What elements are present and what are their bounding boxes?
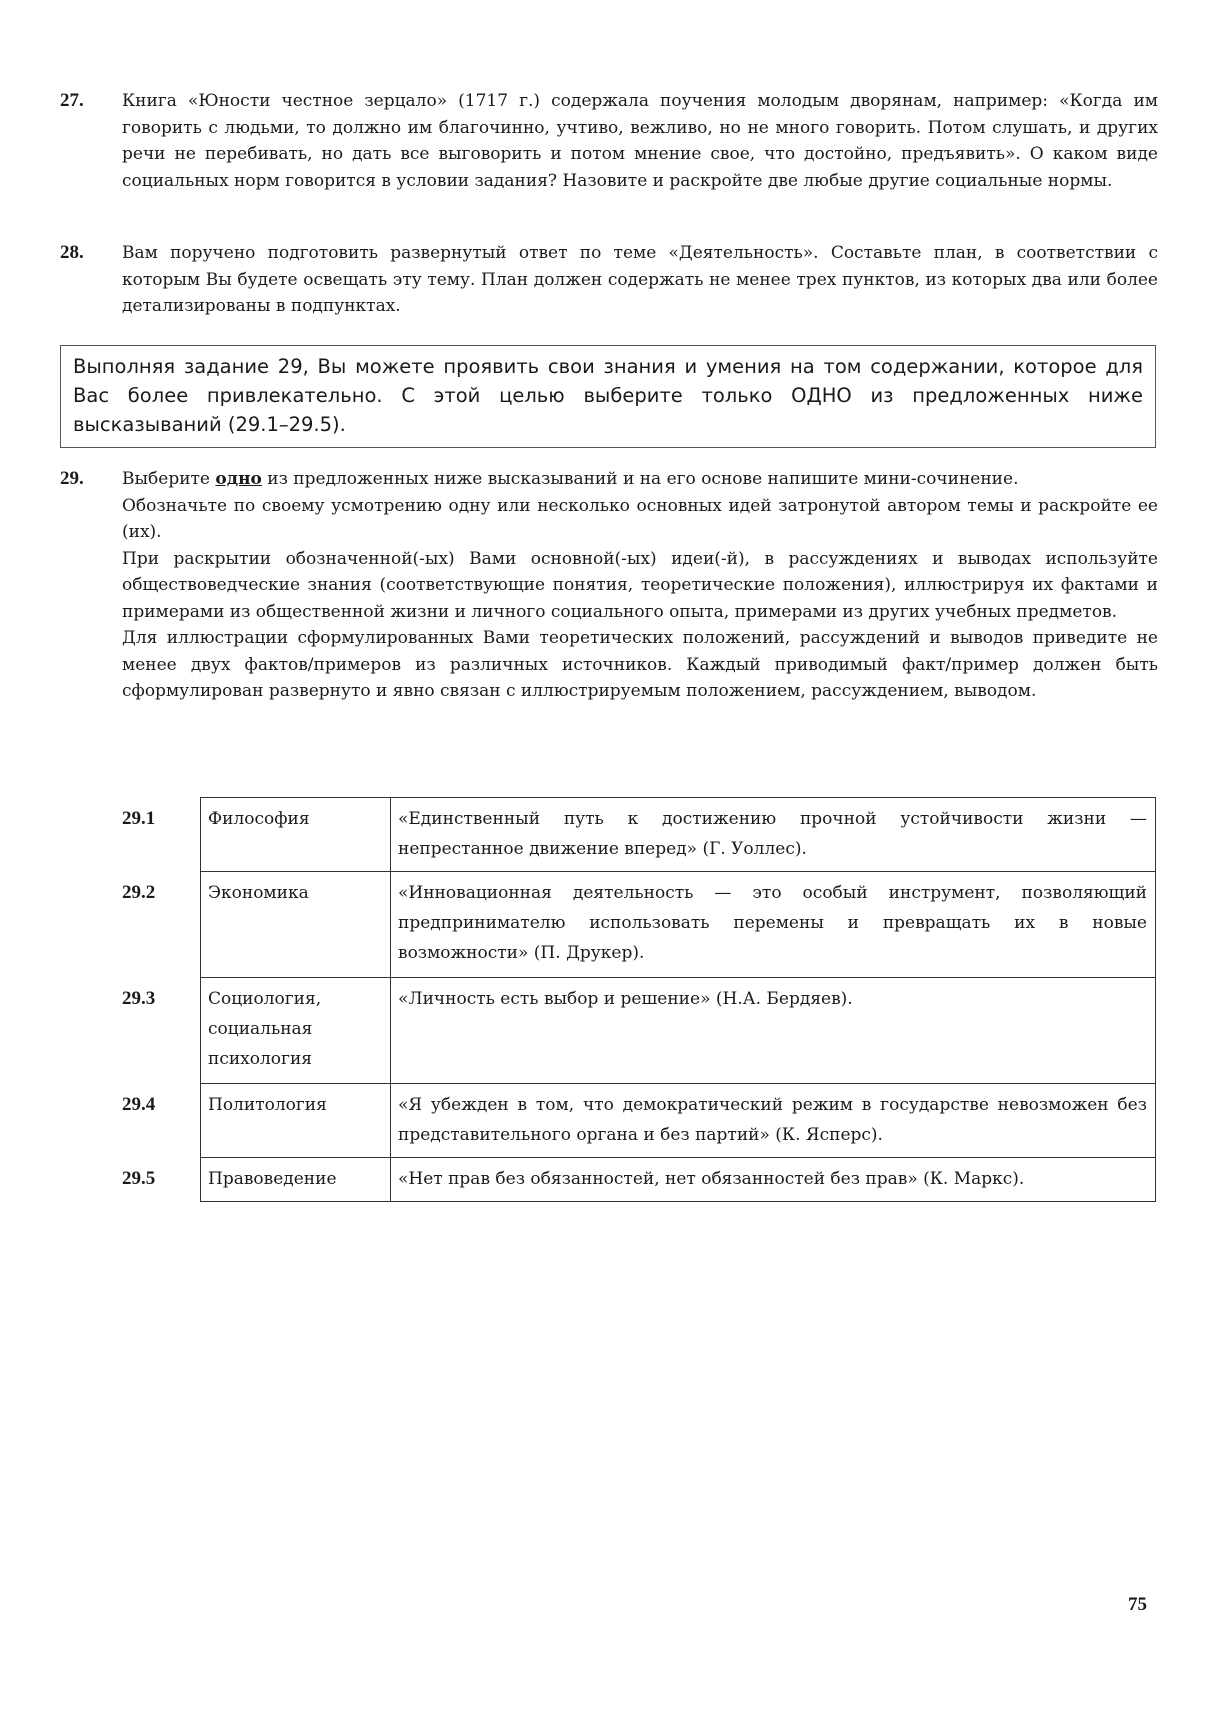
option-code: 29.4 — [122, 1093, 156, 1115]
option-quote: «Нет прав без обязанностей, нет обязанностей без прав» (К. Маркс). — [391, 1158, 1156, 1202]
task-paragraph: Для иллюстрации сформулированных Вами теоретических положений, рассуждений и выводов приведите не менее двух фактов/примеров из различных источников. Каждый приводимый факт/пример должен быть сформулирован развернуто и явно связан с иллюстрируемым положением, рассуждением, выводом. — [122, 628, 1158, 701]
table-row — [114, 1158, 1156, 1202]
table-row — [114, 798, 1156, 872]
instruction-box: Выполняя задание 29, Вы можете проявить свои знания и умения на том содержании, которое для Вас более привлекательно. С этой целью выберите только ОДНО из предложенных ниже высказываний (29.1–29.5). — [60, 345, 1156, 448]
option-subject: Правоведение — [201, 1158, 391, 1202]
option-quote: «Инновационная деятельность — это особый инструмент, позволяющий предпринимателю использовать перемены и превращать их в новые возможности» (П. Друкер). — [391, 872, 1156, 978]
task-29 — [60, 466, 1158, 705]
option-code: 29.3 — [122, 987, 156, 1009]
option-subject: Политология — [201, 1084, 391, 1158]
task-number: 27. — [60, 90, 84, 111]
task-text: Книга «Юности честное зерцало» (1717 г.) содержала поучения молодым дворянам, например: «Когда им говорить с людьми, то должно им благочинно, учтиво, вежливо, но не много говорить. Потом слушать, и других речи не перебивать, но дать все выговорить и потом мнение свое, что достойно, предъявить». О каком виде социальных норм говорится в условии задания? Назовите и раскройте две любые другие социальные нормы. — [122, 91, 1158, 191]
task-number: 28. — [60, 242, 84, 263]
option-subject: Социология, социальная психология — [201, 978, 391, 1084]
table-row — [114, 978, 1156, 1084]
options-table — [114, 797, 1156, 1202]
option-code: 29.1 — [122, 807, 156, 829]
task-intro — [122, 466, 1158, 493]
task-paragraph: При раскрытии обозначенной(-ых) Вами основной(-ых) идеи(-й), в рассуждениях и выводах используйте обществоведческие знания (соответствующие понятия, теоретические положения), иллюстрируя их фактами и примерами из общественной жизни и личного социального опыта, примерами из других учебных предметов. — [122, 548, 1158, 622]
option-quote: «Личность есть выбор и решение» (Н.А. Бердяев). — [391, 978, 1156, 1084]
intro-before: Выберите — [122, 469, 210, 489]
option-quote: «Я убежден в том, что демократический режим в государстве невозможен без представительного органа и без партий» (К. Ясперс). — [391, 1084, 1156, 1158]
option-subject: Философия — [201, 798, 391, 872]
task-paragraph: Обозначьте по своему усмотрению одну или несколько основных идей затронутой автором темы и раскройте ее (их). — [122, 495, 1158, 542]
task-27 — [60, 88, 1158, 194]
table-row — [114, 1084, 1156, 1158]
table-row — [114, 872, 1156, 978]
option-code: 29.5 — [122, 1167, 156, 1189]
intro-after: из предложенных ниже высказываний и на его основе напишите мини-сочинение. — [267, 469, 1019, 489]
emphasis-word: одно — [215, 469, 262, 489]
option-code: 29.2 — [122, 881, 156, 903]
page-number: 75 — [1128, 1594, 1147, 1615]
task-text: Вам поручено подготовить развернутый ответ по теме «Деятельность». Составьте план, в соответствии с которым Вы будете освещать эту тему. План должен содержать не менее трех пунктов, из которых два или более детализированы в подпунктах. — [122, 243, 1158, 316]
option-subject: Экономика — [201, 872, 391, 978]
task-28 — [60, 240, 1158, 320]
option-quote: «Единственный путь к достижению прочной устойчивости жизни — непрестанное движение вперед» (Г. Уоллес). — [391, 798, 1156, 872]
task-number: 29. — [60, 468, 84, 489]
